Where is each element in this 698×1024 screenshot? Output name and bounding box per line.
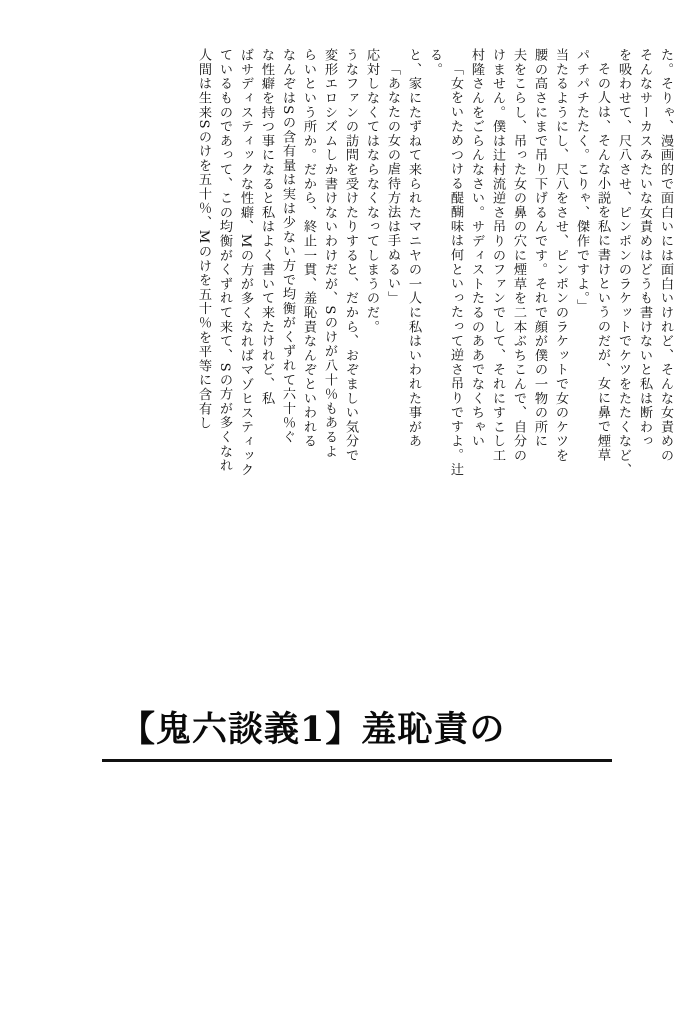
text-column: なんぞはSの含有量は実は少ない方で均衡がくずれて六十％ぐ (280, 48, 295, 445)
text-column: と、家にたずねて来られたマニヤの一人に私はいわれた事があ (406, 48, 421, 449)
text-column: 変形エロシズムしか書けないわけだが、Sのけが八十％もあるよ (322, 48, 337, 459)
text-column: うなファンの訪問を受けたりすると、だから、おぞましい気分で (343, 48, 358, 463)
text-column: パチパチたたく。こりゃ、傑作ですよ。」 (574, 48, 589, 314)
text-column: 応対しなくてはならなくなってしまうのだ。 (364, 48, 379, 334)
title-inner (108, 710, 590, 750)
text-column: た。そりゃ、漫画的で面白いには面白いけれど、そんな女責めの (658, 48, 673, 463)
text-column: な性癖を持つ事になると私はよく書いて来たけれど、私 (259, 48, 274, 406)
text-column: 夫をこらし、吊った女の鼻の穴に煙草を二本ぶちこんで、自分の (511, 48, 526, 463)
text-column: ばサディスティックな性癖、Mの方が多くなればマゾヒスティック (238, 48, 253, 478)
text-column: そんなサーカスみたいな女責めはどうも書けないと私は断わっ (637, 48, 652, 449)
document-title-block (0, 672, 698, 750)
text-column: 人間は生来Sのけを五十％、Mのけを五十％を平等に含有し (196, 48, 211, 431)
vertical-body-text (112, 48, 672, 608)
text-column: ているものであって、この均衡がくずれて来て、Sの方が多くなれ (217, 48, 232, 473)
vertical-columns (112, 48, 672, 608)
page-title: 【鬼六談義1】羞恥責の (120, 708, 506, 750)
text-column: る。 (427, 48, 442, 77)
text-column: 村隆さんをごらんなさい。サディストたるのああでなくちゃい (469, 48, 484, 449)
text-column: けません。僕は辻村流逆さ吊りのファンでして、それにすこし工 (490, 48, 505, 463)
text-column: 当たるようにし、尺八をさせ、ピンポンのラケットで女のケツを (553, 48, 568, 463)
text-column: を吸わせて、尺八させ、ピンポンのラケットでケツをたたくなど、 (616, 48, 631, 477)
text-column: 腰の高さにまで吊り下げるんです。それで顔が僕の一物の所に (532, 48, 547, 449)
title-underline (102, 759, 612, 762)
text-column: らいという所か。だから、終止一貫、羞恥責なんぞといわれる (301, 48, 316, 449)
text-column: 「女をいためつける醍醐味は何といったって逆さ吊りですよ。辻 (448, 62, 463, 477)
text-column: 「あなたの女の虐待方法は手ぬるい」 (385, 62, 400, 306)
text-column: その人は、そんな小説を私に書けというのだが、女に鼻で煙草 (595, 62, 610, 463)
